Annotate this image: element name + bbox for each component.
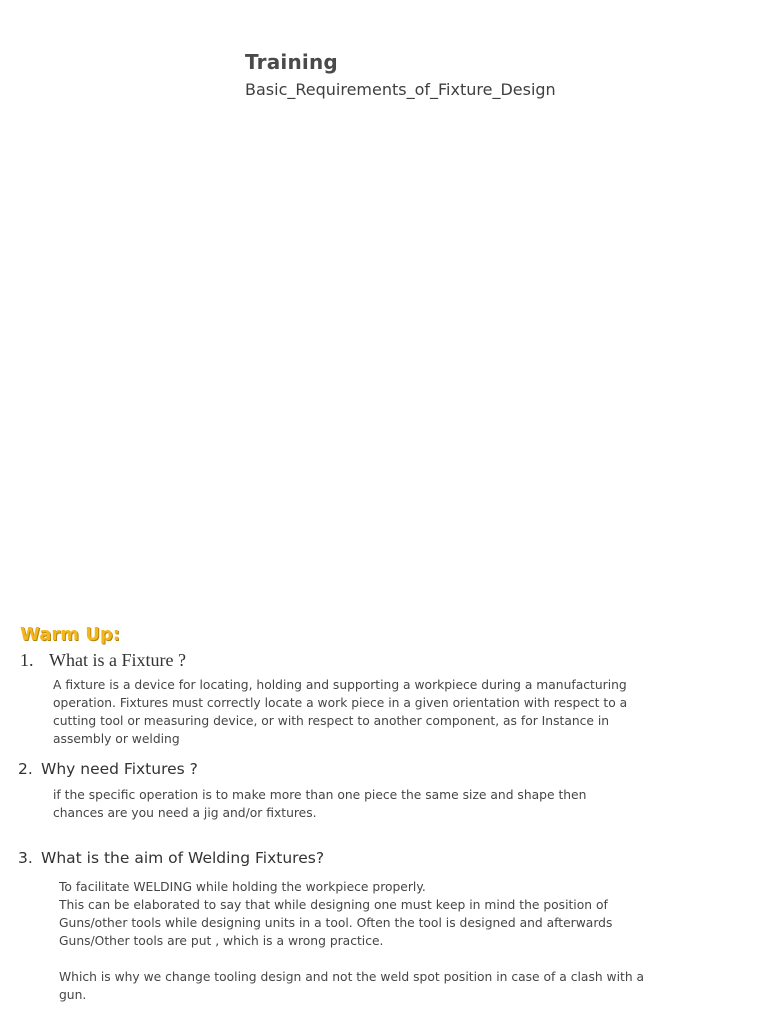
question-1	[20, 650, 186, 671]
page-title: Training	[245, 50, 338, 74]
question-2-number: 2.	[18, 760, 33, 778]
answer-3-line-3: Which is why we change tooling design and not the weld spot position in case of a clash with a gun.	[59, 970, 645, 1002]
question-2-text: Why need Fixtures ?	[41, 760, 198, 778]
paragraph-spacer	[59, 950, 649, 968]
question-2	[18, 760, 198, 778]
question-3-number: 3.	[18, 849, 33, 867]
question-3-text: What is the aim of Welding Fixtures?	[41, 849, 325, 867]
page-subtitle: Basic_Requirements_of_Fixture_Design	[245, 80, 556, 99]
answer-3	[59, 878, 649, 1004]
question-1-number: 1.	[20, 650, 34, 670]
question-1-text: What is a Fixture ?	[49, 650, 186, 670]
answer-3-line-2: This can be elaborated to say that while designing one must keep in mind the position of Guns/other tools while designing units in a tool. Often the tool is designed and afterwards Guns/Other tools are put , which is a wrong practice.	[59, 898, 613, 948]
answer-3-line-1: To facilitate WELDING while holding the workpiece properly.	[59, 880, 426, 894]
warm-up-heading: Warm Up:	[20, 624, 120, 645]
answer-2: if the specific operation is to make more than one piece the same size and shape then chances are you need a jig and/or fixtures.	[53, 788, 587, 820]
question-3	[18, 849, 324, 867]
answer-1: A fixture is a device for locating, holding and supporting a workpiece during a manufacturing operation. Fixtures must correctly locate a work piece in a given orientation with respect to a cutting tool or measuring device, or with respect to another component, as for Instance in assembly or welding	[53, 678, 628, 746]
